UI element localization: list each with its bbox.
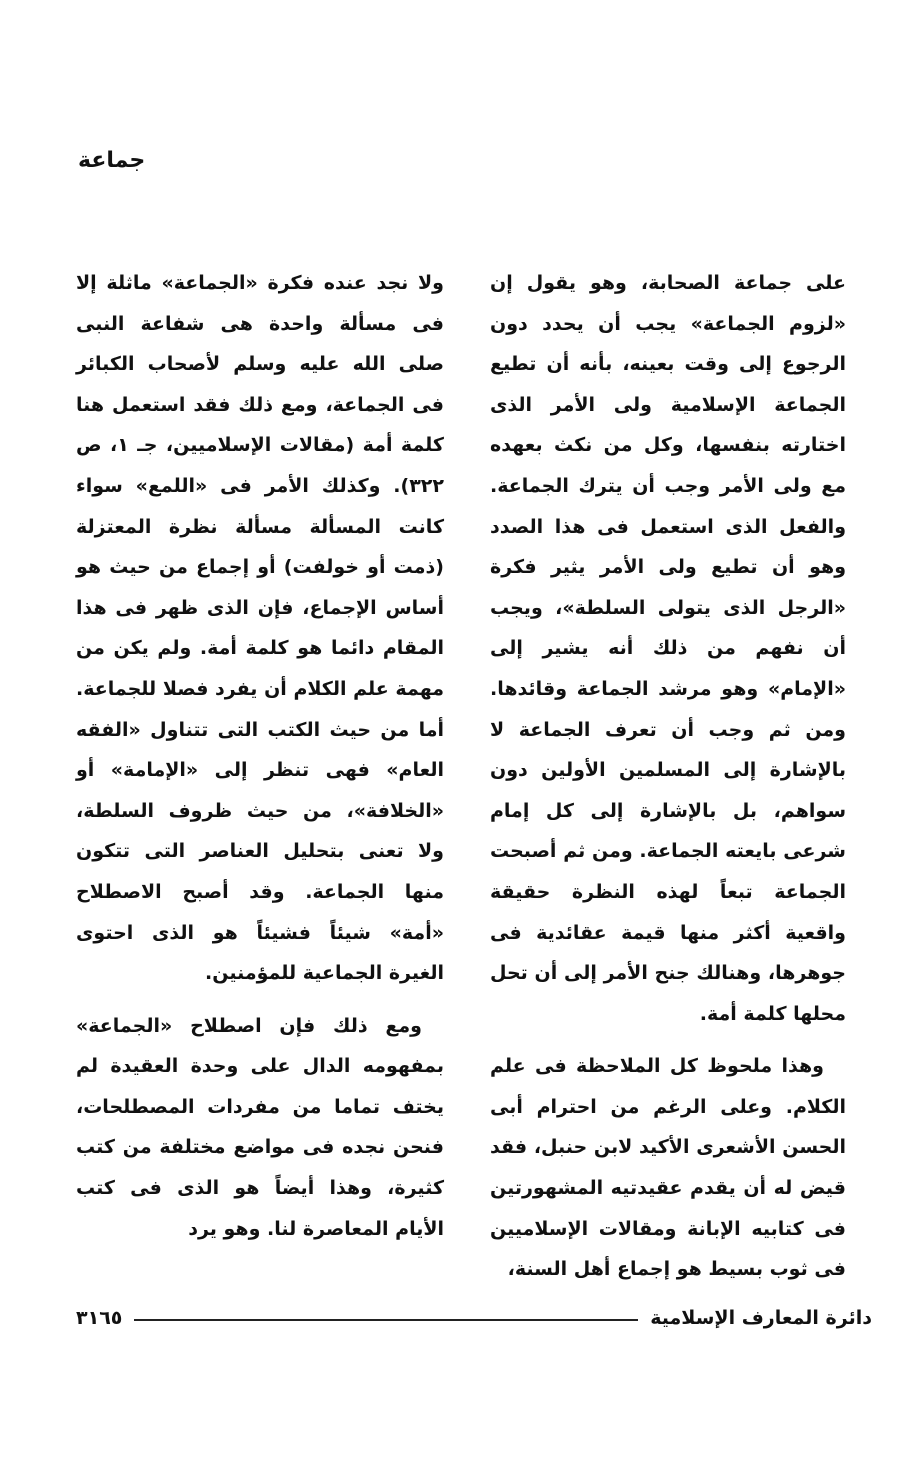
paragraph: وهذا ملحوظ كل الملاحظة فى علم الكلام. وعلى الرغم من احترام أبى الحسن الأشعرى الأكيد لابن حنبل، فقد قيض له أن يقدم عقيدتيه المشهورتين فى كتابيه الإبانة ومقالات الإسلاميين فى ثوب بسيط هو إجماع أهل السنة،: [490, 1055, 846, 1281]
paragraph: ولا نجد عنده فكرة «الجماعة» ماثلة إلا فى مسألة واحدة هى شفاعة النبى صلى الله عليه وسلم لأصحاب الكبائر فى الجماعة، ومع ذلك فقد استعمل هنا كلمة أمة (مقالات الإسلاميين، جـ ١، ص ٣٢٢). وكذلك الأمر فى «اللمع» سواء كانت المسألة مسألة نظرة المعتزلة (ذمت أو خولفت) أو إجماع من حيث هو أساس الإجماع، فإن الذى ظهر فى هذا المقام دائما هو كلمة أمة. ولم يكن من مهمة علم الكلام أن يفرد فصلا للجماعة. أما من حيث الكتب التى تتناول «الفقه العام» فهى تنظر إلى «الإمامة» أو «الخلافة»، من حيث ظروف السلطة، ولا تعنى بتحليل العناصر التى تتكون منها الجماعة. وقد أصبح الاصطلاح «أمة» شيئاً فشيئاً هو الذى احتوى الغيرة الجماعية للمؤمنين.: [76, 272, 444, 985]
paragraph: ومع ذلك فإن اصطلاح «الجماعة» بمفهومه الدال على وحدة العقيدة لم يختف تماما من مفردات المصطلحات، فنحن نجده فى مواضع مختلفة من كتب كثيرة، وهذا أيضاً هو الذى فى كتب الأيام المعاصرة لنا. وهو يرد: [76, 1014, 444, 1240]
text-column-right: [490, 263, 846, 1290]
text-column-left: [76, 263, 444, 1249]
running-head: جماعة: [78, 148, 146, 173]
paragraph: على جماعة الصحابة، وهو يقول إن «لزوم الجماعة» يجب أن يحدد دون الرجوع إلى وقت بعينه، بأنه أن تطيع الجماعة الإسلامية ولى الأمر الذى اختارته بنفسها، وكل من نكث بعهده مع ولى الأمر وجب أن يترك الجماعة. والفعل الذى استعمل فى هذا الصدد وهو أن تطيع ولى الأمر يثير فكرة «الرجل الذى يتولى السلطة»، ويجب أن نفهم من ذلك أنه يشير إلى «الإمام» وهو مرشد الجماعة وقائدها. ومن ثم وجب أن تعرف الجماعة لا بالإشارة إلى المسلمين الأولين دون سواهم، بل بالإشارة إلى كل إمام شرعى بايعته الجماعة. ومن ثم أصبحت الجماعة تبعاً لهذه النظرة حقيقة واقعية أكثر منها قيمة عقائدية فى جوهرها، وهنالك جنح الأمر إلى أن تحل محلها كلمة أمة.: [490, 272, 846, 1025]
footer-publication-title: دائرة المعارف الإسلامية: [650, 1307, 872, 1329]
page-footer: [76, 1298, 872, 1338]
page-number: ٣١٦٥: [76, 1307, 123, 1329]
footer-rule: [134, 1319, 638, 1321]
